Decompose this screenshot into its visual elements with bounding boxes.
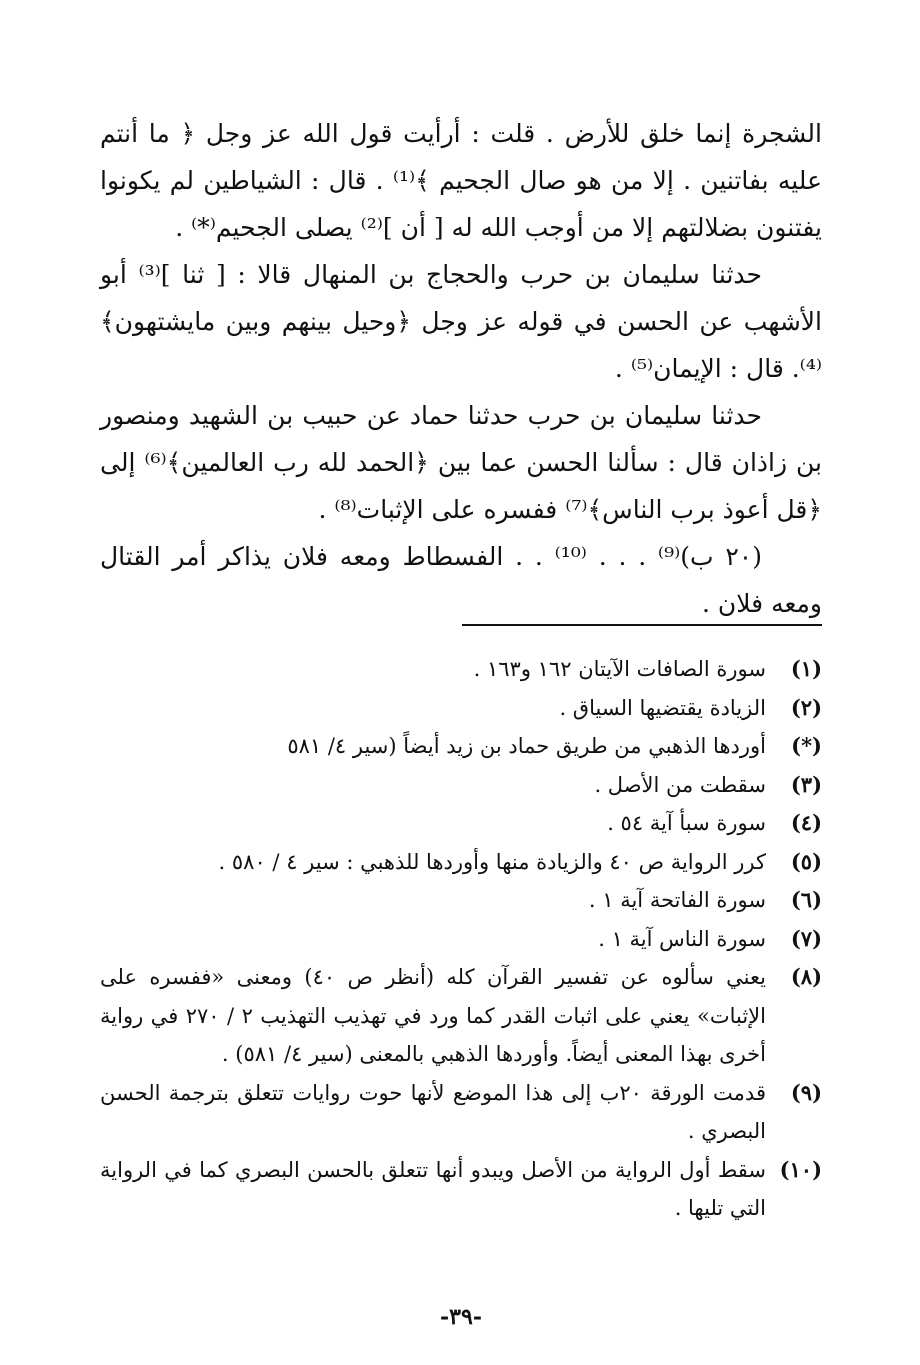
footnote-text: كرر الرواية ص ٤٠ والزيادة منها وأوردها للذهبي : سير ٤ / ٥٨٠ . <box>218 849 766 874</box>
footnote-number: (*) <box>791 733 822 758</box>
footnote-number: (٢) <box>790 694 822 720</box>
footnote-number: (٧) <box>790 925 822 951</box>
footnote-number: (٣) <box>790 771 822 797</box>
footnotes <box>100 650 822 1228</box>
footnote-text: سورة الفاتحة آية ١ . <box>588 888 766 912</box>
footnote-number: (٨) <box>790 964 822 989</box>
footnote <box>100 804 822 843</box>
footnote <box>100 958 822 1074</box>
footnote-number: (١٠) <box>779 1156 822 1182</box>
document-page <box>100 110 822 1330</box>
footnote <box>100 689 822 728</box>
footnote <box>100 881 822 920</box>
footnote-number: (٤) <box>790 810 822 835</box>
footnote-text: الزيادة يقتضيها السياق . <box>559 695 766 720</box>
footnote-text: قدمت الورقة ٢٠ب إلى هذا الموضع لأنها حوت روايات تتعلق بترجمة الحسن البصري . <box>100 1080 766 1143</box>
footnote-text: سورة سبأ آية ٥٤ . <box>607 811 766 835</box>
footnote-text: سورة الصافات الآيتان ١٦٢ و١٦٣ . <box>473 657 766 681</box>
footnote-text: سقطت من الأصل . <box>594 772 766 797</box>
footnote-number: (٩) <box>790 1079 822 1105</box>
footnote <box>100 920 822 959</box>
footnote-text: سورة الناس آية ١ . <box>598 926 766 951</box>
paragraph-2: حدثنا سليمان بن حرب والحجاج بن المنهال قالا : [ ثنا ]⁽³⁾ أبو الأشهب عن الحسن في قوله عز وجل ﴿وحيل بينهم وبين مايشتهون﴾⁽⁴⁾. قال : الإيمان⁽⁵⁾ . <box>100 260 822 383</box>
footnote-number: (٥) <box>790 848 822 874</box>
footnote-text: يعني سألوه عن تفسير القرآن كله (أنظر ص ٤٠) ومعنى «ففسره على الإثبات» يعني على اثبات القدر كما ورد في تهذيب التهذيب ٢ / ٢٧٠ في رواية أخرى بهذا المعنى أيضاً. وأوردها الذهبي بالمعنى (سير ٤/ ٥٨١) . <box>100 965 766 1066</box>
footnote-text: أوردها الذهبي من طريق حماد بن زيد أيضاً (سير ٤/ ٥٨١ <box>287 734 766 758</box>
footnote <box>100 1151 822 1228</box>
main-text <box>100 110 822 627</box>
paragraph-3: حدثنا سليمان بن حرب حدثنا حماد عن حبيب بن الشهيد ومنصور بن زاذان قال : سألنا الحسن عما بين ﴿الحمد لله رب العالمين﴾⁽⁶⁾ إلى ﴿قل أعوذ برب الناس﴾⁽⁷⁾ ففسره على الإثبات⁽⁸⁾ . <box>100 401 822 524</box>
footnote-divider <box>462 624 822 626</box>
paragraph-1: الشجرة إنما خلق للأرض . قلت : أرأيت قول الله عز وجل ﴿ ما أنتم عليه بفاتنين . إلا من هو صال الجحيم ﴾⁽¹⁾ . قال : الشياطين لم يكونوا يفتنون بضلالتهم إلا من أوجب الله له [ أن ]⁽²⁾ يصلى الجحيم⁽*⁾ . <box>100 119 822 242</box>
footnote-text: سقط أول الرواية من الأصل ويبدو أنها تتعلق بالحسن البصري كما في الرواية التي تليها . <box>100 1157 766 1220</box>
footnote-number: (٦) <box>790 887 822 912</box>
footnote <box>100 766 822 805</box>
footnote <box>100 727 822 766</box>
footnote <box>100 650 822 689</box>
page-number: -٣٩- <box>440 1304 482 1330</box>
footnote <box>100 843 822 882</box>
footnote <box>100 1074 822 1151</box>
paragraph-4: (٢٠ ب)⁽⁹⁾ . . . ⁽¹⁰⁾ . . الفسطاط ومعه فلان يذاكر أمر القتال ومعه فلان . <box>100 542 822 618</box>
footnote-number: (١) <box>790 656 822 681</box>
